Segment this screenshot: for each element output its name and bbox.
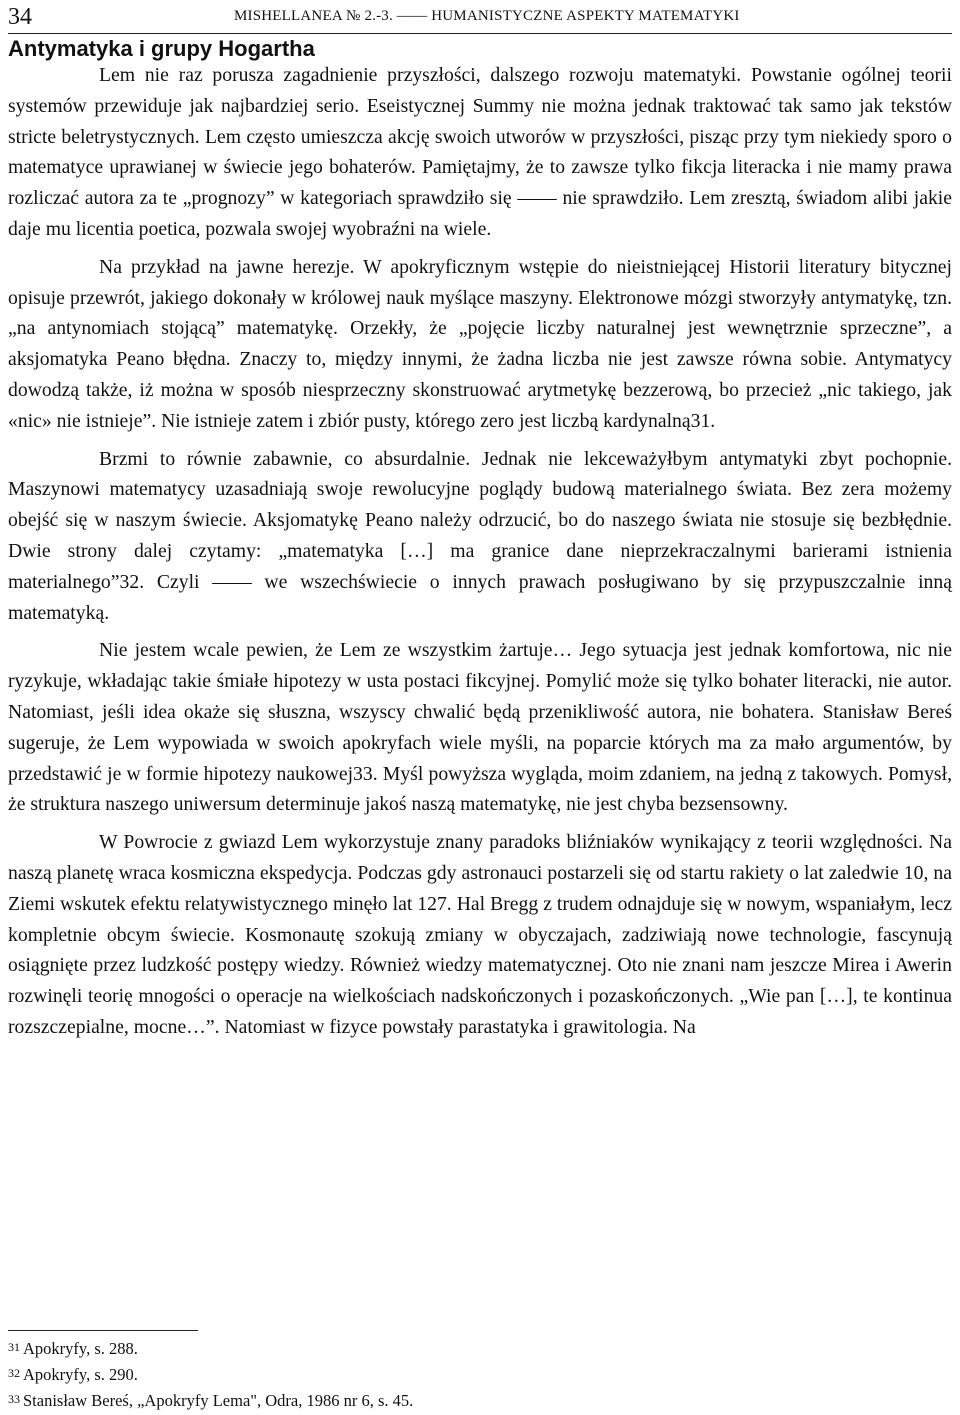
section-title: Antymatyka i grupy Hogartha	[8, 36, 315, 61]
page-header	[8, 3, 952, 34]
paragraph: Lem nie raz porusza zagadnienie przyszłości, dalszego rozwoju matematyki. Powstanie ogólnej teorii systemów przewiduje jak najbardziej serio. Eseistycznej Summy nie można jednak traktować tak samo jak tekstów stricte beletrystycznych. Lem często umieszcza akcję swoich utworów w przyszłości, pisząc przy tym niekiedy sporo o matematyce uprawianej w świecie jego bohaterów. Pamiętajmy, że to zawsze tylko fikcja literacka i nie mamy prawa rozliczać autora za te „prognozy” w kategoriach sprawdziło się —— nie sprawdziło. Lem zresztą, świadom alibi jakie daje mu licentia poetica, pozwala swojej wyobraźni na wiele.	[8, 64, 952, 240]
footnote-text: Apokryfy, s. 290.	[23, 1365, 138, 1384]
paragraph: Nie jestem wcale pewien, że Lem ze wszystkim żartuje… Jego sytuacja jest jednak komfortowa, nic nie ryzykuje, wkładając takie śmiałe hipotezy w usta postaci fikcyjnej. Pomylić może się tylko bohater literacki, nie autor. Natomiast, jeśli idea okaże się słuszna, wszyscy chwalić będą przenikliwość autora, nie bohatera. Stanisław Bereś sugeruje, że Lem wypowiada w swoich apokryfach wiele myśli, na poparcie których ma za mało argumentów, by przedstawić je w formie hipotezy naukowej33. Myśl powyższa wygląda, moim zdaniem, na jedną z takowych. Pomysł, że struktura naszego uniwersum determinuje jakoś naszą matematykę, nie jest chyba bezsensowny.	[8, 639, 952, 816]
running-title: MISHELLANEA № 2.-3. —— HUMANISTYCZNE ASPEKTY MATEMATYKI	[234, 8, 740, 24]
body-text	[8, 60, 952, 1043]
footnote	[8, 1335, 952, 1361]
footnote-text: Stanisław Bereś, „Apokryfy Lema", Odra, 1986 nr 6, s. 45.	[23, 1391, 414, 1410]
footnote-number: 31	[8, 1340, 20, 1354]
footnote	[8, 1361, 952, 1387]
paragraph: W Powrocie z gwiazd Lem wykorzystuje znany paradoks bliźniaków wynikający z teorii względności. Na naszą planetę wraca kosmiczna ekspedycja. Podczas gdy astronauci postarzeli się od startu rakiety o lat zaledwie 10, na Ziemi wskutek efektu relatywistycznego minęło lat 127. Hal Bregg z trudem odnajduje się w nowym, wspaniałym, lecz kompletnie obcym świecie. Kosmonautę szokują zmiany w obyczajach, zadziwiają nowe technologie, fascynują osiągnięte przez ludzkość postępy wiedzy. Również wiedzy matematycznej. Oto nie znani nam jeszcze Mirea i Awerin rozwinęli teorię mnogości o operacje na wielkościach nadskończonych i pozaskończonych. „Wie pan […], te kontinua rozszczepialne, mocne…”. Natomiast w fizyce powstały parastatyka i grawitologia. Na	[8, 831, 952, 1038]
footnote	[8, 1387, 952, 1413]
paragraph: Na przykład na jawne herezje. W apokryficznym wstępie do nieistniejącej Historii literatury bitycznej opisuje przewrót, jakiego dokonały w królowej nauk myślące maszyny. Elektronowe mózgi stworzyły antymatykę, tzn. „na antynomiach stojącą” matematykę. Orzekły, że „pojęcie liczby naturalnej jest wewnętrznie sprzeczne”, a aksjomatyka Peano błędna. Znaczy to, między innymi, że żadna liczba nie jest zawsze równa sobie. Antymatycy dowodzą także, iż można w sposób niesprzeczny skonstruować arytmetykę bezzerową, bo przecież „nic takiego, jak «nic» nie istnieje”. Nie istnieje zatem i zbiór pusty, którego zero jest liczbą kardynalną31.	[8, 255, 952, 432]
footnotes	[8, 1335, 952, 1413]
footnote-number: 33	[8, 1392, 20, 1406]
document-page	[8, 0, 952, 1415]
page-number: 34	[8, 4, 32, 30]
footnote-text: Apokryfy, s. 288.	[23, 1339, 138, 1358]
paragraph: Brzmi to równie zabawnie, co absurdalnie. Jednak nie lekceważyłbym antymatyki zbyt pochopnie. Maszynowi matematycy uzasadniają swoje rewolucyjne poglądy budową materialnego świata. Bez zera możemy obejść się w naszym świecie. Aksjomatykę Peano należy odrzucić, bo do naszego świata nie stosuje się bezbłędnie. Dwie strony dalej czytamy: „matematyka […] ma granice dane nieprzekraczalnymi barierami istnienia materialnego”32. Czyli —— we wszechświecie o innych prawach posługiwano by się przypuszczalnie inną matematyką.	[8, 447, 952, 624]
footnote-number: 32	[8, 1366, 20, 1380]
footnote-divider	[8, 1330, 198, 1331]
